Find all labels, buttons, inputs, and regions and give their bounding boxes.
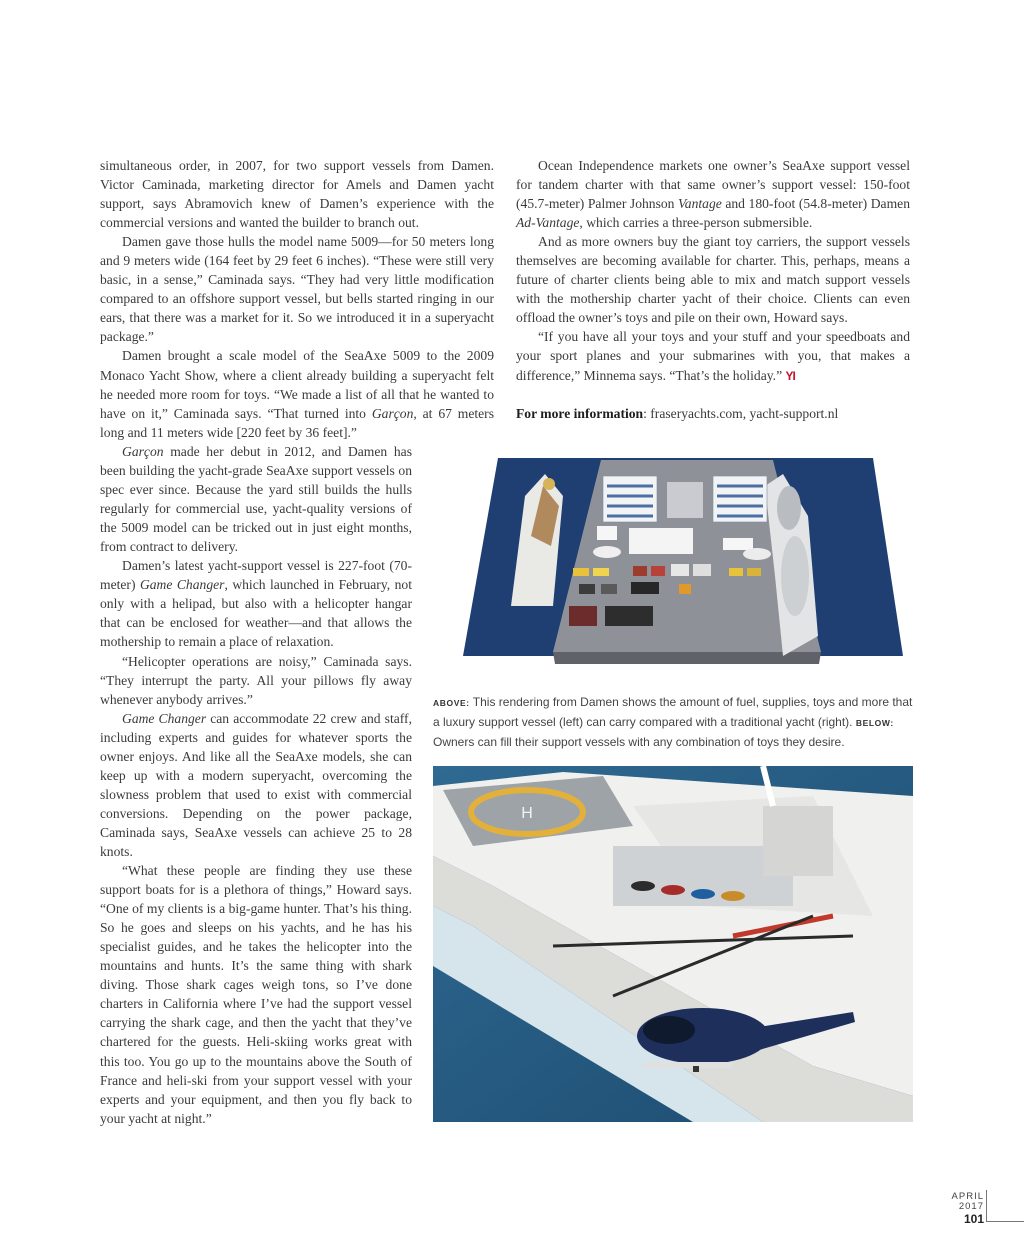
paragraph: Garçon made her debut in 2012, and Damen has been building the yacht-grade SeaAxe support vessels on spec ever since. Because the yard still builds the hulls regularly for commercial use, yacht-quality versions of the 5009 model can be tricked out in just eight months, from contract to delivery.: [100, 444, 412, 555]
vessel-name: Garçon: [371, 405, 414, 421]
figure-caption: [433, 693, 913, 752]
paragraph: Damen brought a scale model of the SeaAxe 5009 to the 2009 Monaco Yacht Show, where a client already building a superyacht felt he needed more room for toys. “We made a list of all that he wanted to have on it,” Caminada says. “That turned into Garçon, at 67 meters long and 11 meters wide [220 feet by 36 feet].”: [100, 348, 494, 440]
folio-year: 2017: [958, 1201, 984, 1212]
rendering-toy-comparison-image: [433, 456, 913, 664]
vessel-name: Game Changer: [122, 710, 207, 726]
more-info-links: : fraseryachts.com, yacht-support.nl: [643, 405, 839, 421]
paragraph: Damen’s latest yacht-support vessel is 227-foot (70-meter) Game Changer, which launched in February, not only with a helipad, but also with a helicopter hangar that can be enclosed for weather—and that allows the mothership to remain a place of relaxation.: [100, 558, 412, 650]
caption-label-above: ABOVE:: [433, 698, 470, 708]
paragraph: And as more owners buy the giant toy carriers, the support vessels themselves are becoming available for charter. This, perhaps, means a future of charter clients being able to mix and match support vessels with the mothership charter yacht of their choice. Clients can even offload the owner’s toys and pile on their own, Howard says.: [516, 234, 910, 326]
vessel-name: Garçon: [122, 444, 164, 459]
helicopter-support-vessel-photo: [433, 766, 913, 1122]
caption-label-below: BELOW:: [855, 718, 894, 728]
end-mark-logo: YI: [785, 368, 795, 383]
page-folio: [952, 1192, 984, 1226]
caption-text-below: Owners can fill their support vessels with any combination of toys they desire.: [433, 735, 845, 749]
paragraph: Game Changer can accommodate 22 crew and staff, including experts and guides for whatever sports the owner enjoys. And like all the SeaAxe models, she can keep up with a modern superyacht, overcoming the slowness problem that used to exist with commercial conversions. Depending on the power package, Caminada says, SeaAxe vessels can achieve 25 to 28 knots.: [100, 710, 412, 859]
paragraph: “Helicopter operations are noisy,” Caminada says. “They interrupt the party. All your pillows fly away whenever anybody arrives.”: [100, 653, 412, 707]
paragraph: “What these people are finding they use these support boats for is a plethora of things,” Howard says. “One of my clients is a big-game hunter. That’s his thing. So he goes and sleeps on his yachts, and he has his specialist guides, and he takes the helicopter into the mountains and hunts. It’s the same thing with shark diving. Those shark cages weigh tons, so I’ve done charters in California where I’ve had the support vessel carrying the shark cage, and then the yacht that they’ve chartered for the guests. Heli-skiing works great with this too. You go up to the mountains above the South of France and heli-ski from your support vessel with your experts and your equipment, and then you fly back to your yacht at night.”: [100, 863, 412, 1126]
caption-text-above: This rendering from Damen shows the amount of fuel, supplies, toys and more that a luxury support vessel (left) can carry compared with a traditional yacht (right).: [433, 695, 913, 729]
more-info-label: For more information: [516, 405, 644, 421]
article-column-left-bottom: [100, 442, 412, 1128]
paragraph: simultaneous order, in 2007, for two support vessels from Damen. Victor Caminada, marketing director for Amels and Damen yacht support, says Abramovich knew of Damen’s experience with the commercial versions and wanted the builder to branch out.: [100, 158, 494, 231]
folio-divider: [986, 1221, 1024, 1222]
vessel-name: Ad-Vantage: [516, 215, 580, 231]
article-column-left-top: [100, 156, 494, 442]
more-info: [516, 404, 910, 423]
vessel-name: Game Changer: [139, 577, 225, 593]
paragraph: Damen gave those hulls the model name 5009—for 50 meters long and 9 meters wide (164 feet by 29 feet 6 inches). “These were still very basic, in a sense,” Caminada says. “They had very little modification compared to an offshore support vessel, but bells started ringing in our ears, that there was a market for it. So we introduced it in a superyacht package.”: [100, 234, 494, 345]
paragraph: “If you have all your toys and your stuff and your speedboats and your sport planes and your submarines with you, that makes a difference,” Minnema says. “That’s the holiday.” YI: [516, 329, 910, 383]
folio-month: APRIL: [951, 1191, 984, 1202]
folio-divider: [986, 1190, 987, 1222]
article-column-right: [516, 156, 910, 423]
paragraph: Ocean Independence markets one owner’s SeaAxe support vessel for tandem charter with that same owner’s support vessel: 150-foot (45.7-meter) Palmer Johnson Vantage and 180-foot (54.8-meter) Damen Ad-Vantage, which carries a three-person submersible.: [516, 158, 910, 231]
svg-text:H: H: [521, 805, 533, 822]
vessel-name: Vantage: [678, 196, 722, 212]
page-number: 101: [963, 1212, 984, 1226]
